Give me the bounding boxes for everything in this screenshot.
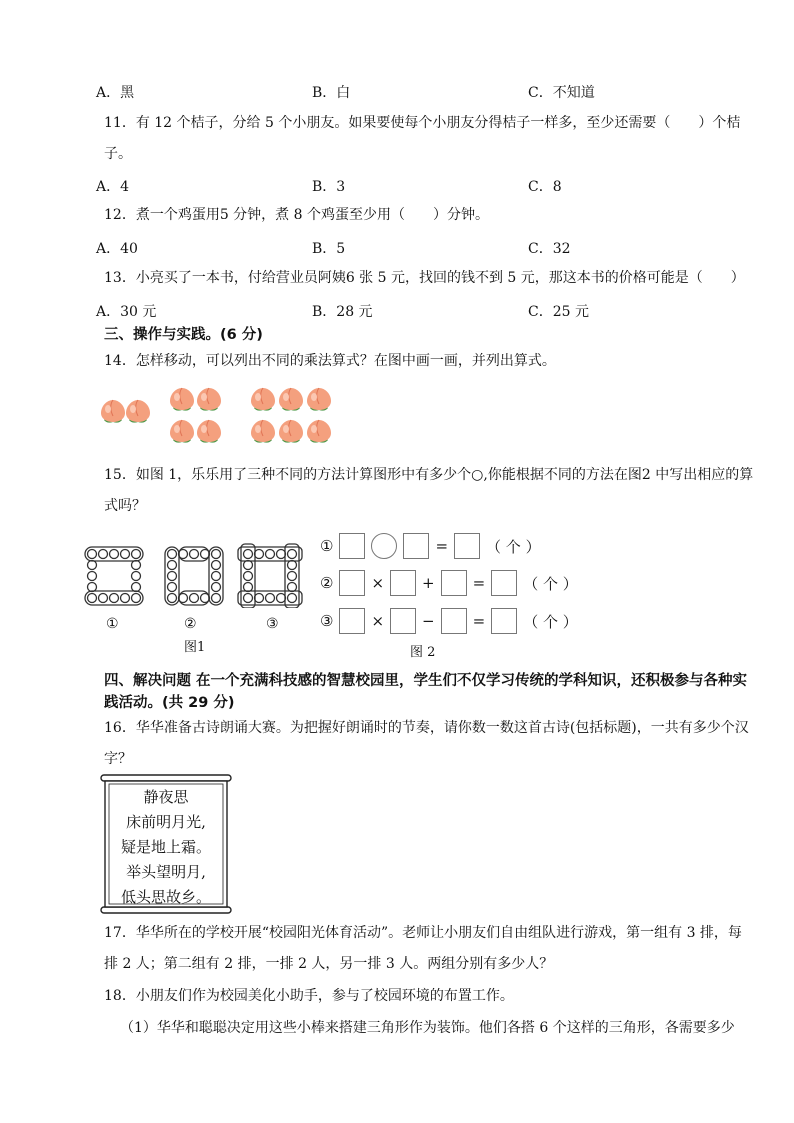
q11-text: 11．有 12 个桔子，分给 5 个小朋友。如果要使每个小朋友分得桔子一样多，至少还需要（ ）个桔子。: [104, 115, 741, 162]
q13-text: 13．小亮买了一本书，付给营业员阿姨6 张 5 元，找回的钱不到 5 元，那这本书的价格可能是（ ）: [104, 270, 745, 286]
row-number: ②: [320, 574, 334, 592]
figure-1-label-3: ③: [266, 616, 279, 632]
equals-sign: =: [472, 574, 486, 592]
answer-box[interactable]: [339, 570, 365, 596]
peach-icon: [170, 420, 194, 443]
q11-option-c: C．8: [528, 179, 562, 195]
poem-line: 疑是地上霜。: [120, 838, 211, 856]
plus-sign: +: [422, 574, 435, 592]
answer-box[interactable]: [441, 570, 467, 596]
multiply-sign: ×: [371, 574, 385, 592]
peach-icon: [170, 388, 194, 411]
poem-line: 举头望明月,: [126, 863, 206, 881]
q16-text: 16．华华准备古诗朗诵大赛。为把握好朗诵时的节奏，请你数一数这首古诗(包括标题)，一共有多少个汉字？: [104, 720, 749, 767]
q18-part-1-text: （1）华华和聪聪决定用这些小棒来搭建三角形作为装饰。他们各搭 6 个这样的三角形，各需要多少: [120, 1020, 735, 1036]
q13-option-b: B．28 元: [312, 304, 373, 320]
poem-scroll: [100, 774, 232, 914]
peach-icon: [126, 400, 150, 423]
peach-icon: [251, 420, 275, 443]
q13-option-a: A．30 元: [96, 304, 157, 320]
q12-option-b: B．5: [312, 241, 346, 257]
answer-box[interactable]: [491, 608, 517, 634]
q12-text: 12．煮一个鸡蛋用5 分钟，煮 8 个鸡蛋至少用（ ）分钟。: [104, 207, 489, 223]
peach-icon: [279, 388, 303, 411]
peach-icon: [307, 420, 331, 443]
poem-title: 静夜思: [143, 788, 189, 806]
section-3-heading: 三、操作与实践。(6 分): [104, 327, 263, 343]
unit-label: （ 个 ）: [486, 537, 541, 556]
figure-2-row-1: [320, 533, 541, 559]
q10-option-c: C．不知道: [528, 85, 595, 101]
q13-option-c: C．25 元: [528, 304, 589, 320]
peach-icon: [279, 420, 303, 443]
figure-2-row-2: [320, 570, 578, 596]
q10-option-a: A．黑: [96, 85, 135, 101]
answer-box[interactable]: [339, 608, 365, 634]
answer-box[interactable]: [441, 608, 467, 634]
figure-2-caption: 图 2: [410, 645, 436, 660]
q10-option-b: B．白: [312, 85, 351, 101]
peach-icon: [307, 388, 331, 411]
q11-option-b: B．3: [312, 179, 346, 195]
q12-option-c: C．32: [528, 241, 571, 257]
figure-1-caption: 图1: [184, 640, 206, 655]
q15-text: 15．如图 1，乐乐用了三种不同的方法计算图形中有多少个○,你能根据不同的方法在图2 中写出相应的算式吗？: [104, 467, 754, 514]
equals-sign: =: [472, 612, 486, 630]
peach-figure: [96, 382, 346, 450]
minus-sign: −: [422, 612, 435, 630]
q14-text: 14．怎样移动，可以列出不同的乘法算式？在图中画一画，并列出算式。: [104, 353, 556, 369]
answer-box[interactable]: [403, 533, 429, 559]
peach-icon: [197, 388, 221, 411]
unit-label: （ 个 ）: [523, 612, 578, 631]
figure-1-label-2: ②: [184, 616, 197, 632]
poem-line: 低头思故乡。: [120, 888, 211, 906]
q12-option-a: A．40: [96, 241, 138, 257]
peach-icon: [197, 420, 221, 443]
operator-circle[interactable]: [371, 533, 397, 559]
answer-box[interactable]: [454, 533, 480, 559]
q18-text: 18．小朋友们作为校园美化小助手，参与了校园环境的布置工作。: [104, 988, 514, 1004]
poem-line: 床前明月光,: [126, 813, 206, 831]
equals-sign: =: [435, 537, 449, 555]
multiply-sign: ×: [371, 612, 385, 630]
row-number: ③: [320, 612, 334, 630]
section-4-heading: 四、解决问题 在一个充满科技感的智慧校园里，学生们不仅学习传统的学科知识，还积极参与各种实践活动。(共 29 分): [104, 673, 748, 711]
q11-option-a: A．4: [96, 179, 130, 195]
row-number: ①: [320, 537, 334, 555]
answer-box[interactable]: [491, 570, 517, 596]
figure-1-circle-squares: [80, 542, 305, 608]
figure-1-label-1: ①: [106, 616, 119, 632]
unit-label: （ 个 ）: [523, 574, 578, 593]
figure-2-row-3: [320, 608, 578, 634]
answer-box[interactable]: [390, 570, 416, 596]
peach-icon: [101, 400, 125, 423]
peach-icon: [251, 388, 275, 411]
answer-box[interactable]: [390, 608, 416, 634]
answer-box[interactable]: [339, 533, 365, 559]
q17-text: 17．华华所在的学校开展“校园阳光体育活动”。老师让小朋友们自由组队进行游戏，第一组有 3 排，每排 2 人；第二组有 2 排，一排 2 人，另一排 3 人。两组分别有多少人？: [104, 925, 742, 972]
